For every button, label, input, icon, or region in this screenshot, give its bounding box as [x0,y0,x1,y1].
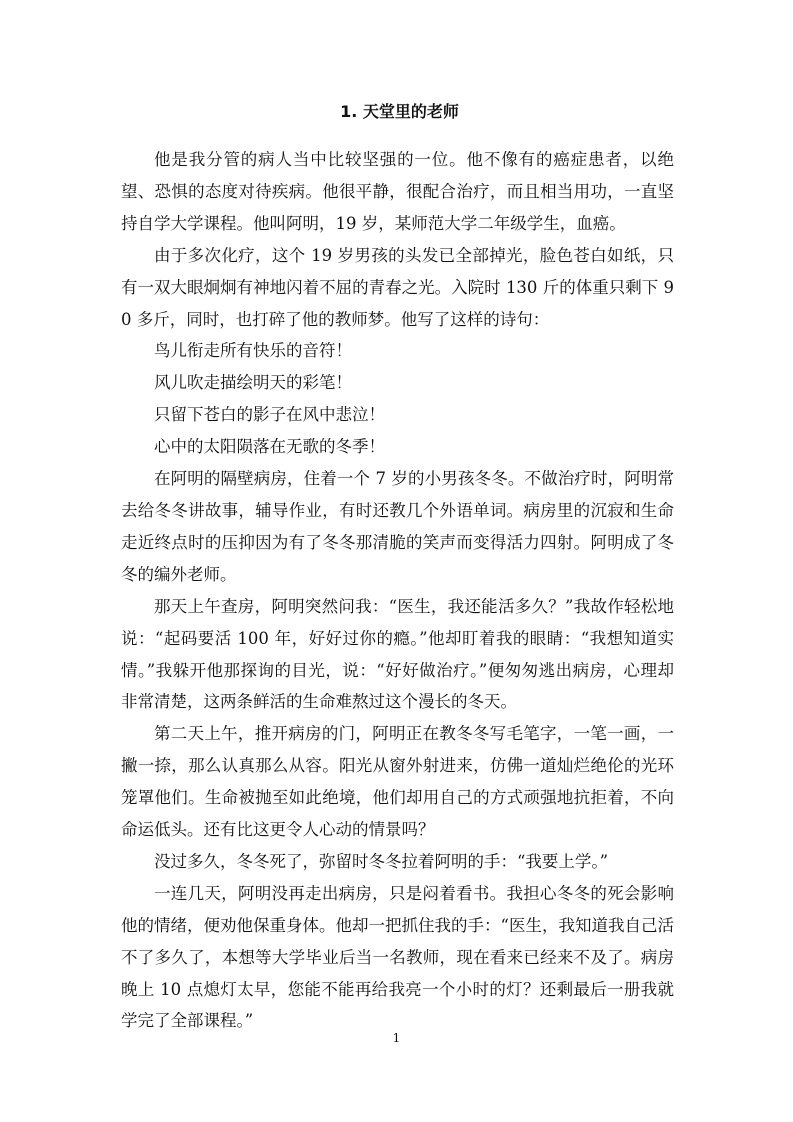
paragraph-2: 由于多次化疗，这个 19 岁男孩的头发已全部掉光，脸色苍白如纸，只有一双大眼炯炯有神地闪着不屈的青春之光。入院时 130 斤的体重只剩下 90 多斤，同时，也打碎了他的教师梦。他写了这样的诗句： [121,245,674,329]
document-title: 1. 天堂里的老师 [340,102,459,121]
poem-line-4: 心中的太阳陨落在无歌的冬季！ [154,437,385,457]
paragraph-5: 第二天上午，推开病房的门，阿明正在教冬冬写毛笔字，一笔一画，一撇一捺，那么认真那么从容。阳光从窗外射进来，仿佛一道灿烂绝伦的光环笼罩他们。生命被抛至如此绝境，他们却用自己的方式顽强地抗拒着，不向命运低头。还有比这更令人心动的情景吗？ [121,724,674,840]
page-number: 1 [392,1031,401,1045]
paragraph-7: 一连几天，阿明没再走出病房，只是闷着看书。我担心冬冬的死会影响他的情绪，便劝他保重身体。他却一把抓住我的手：“医生，我知道我自己活不了多久了，本想等大学毕业后当一名教师，现在看来已经来不及了。病房晚上 10 点熄灯太早，您能不能再给我亮一个小时的灯？还剩最后一册我就学完了全部课程。” [121,883,674,1031]
paragraph-1: 他是我分管的病人当中比较坚强的一位。他不像有的癌症患者，以绝望、恐惧的态度对待疾病。他很平静，很配合治疗，而且相当用功，一直坚持自学大学课程。他叫阿明，19 岁，某师范大学二年级学生，血癌。 [121,150,674,233]
poem-line-2: 风儿吹走描绘明天的彩笔！ [154,373,352,393]
document-body [121,144,674,1037]
poem-line-1: 鸟儿衔走所有快乐的音符！ [154,341,352,361]
paragraph-4: 那天上午查房，阿明突然问我：“医生，我还能活多久？”我故作轻松地说：“起码要活 100 年，好好过你的瘾。”他却盯着我的眼睛：“我想知道实情。”我躲开他那探询的目光，说：“好好做治疗。”便匆匆逃出病房，心理却非常清楚，这两条鲜活的生命难熬过这个漫长的冬天。 [121,596,674,712]
paragraph-3: 在阿明的隔壁病房，住着一个 7 岁的小男孩冬冬。不做治疗时，阿明常去给冬冬讲故事，辅导作业，有时还教几个外语单词。病房里的沉寂和生命走近终点时的压抑因为有了冬冬那清脆的笑声而变得活力四射。阿明成了冬冬的编外老师。 [121,469,674,584]
poem-line-3: 只留下苍白的影子在风中悲泣！ [154,405,385,425]
paragraph-6: 没过多久，冬冬死了，弥留时冬冬拉着阿明的手：“我要上学。” [154,851,609,871]
